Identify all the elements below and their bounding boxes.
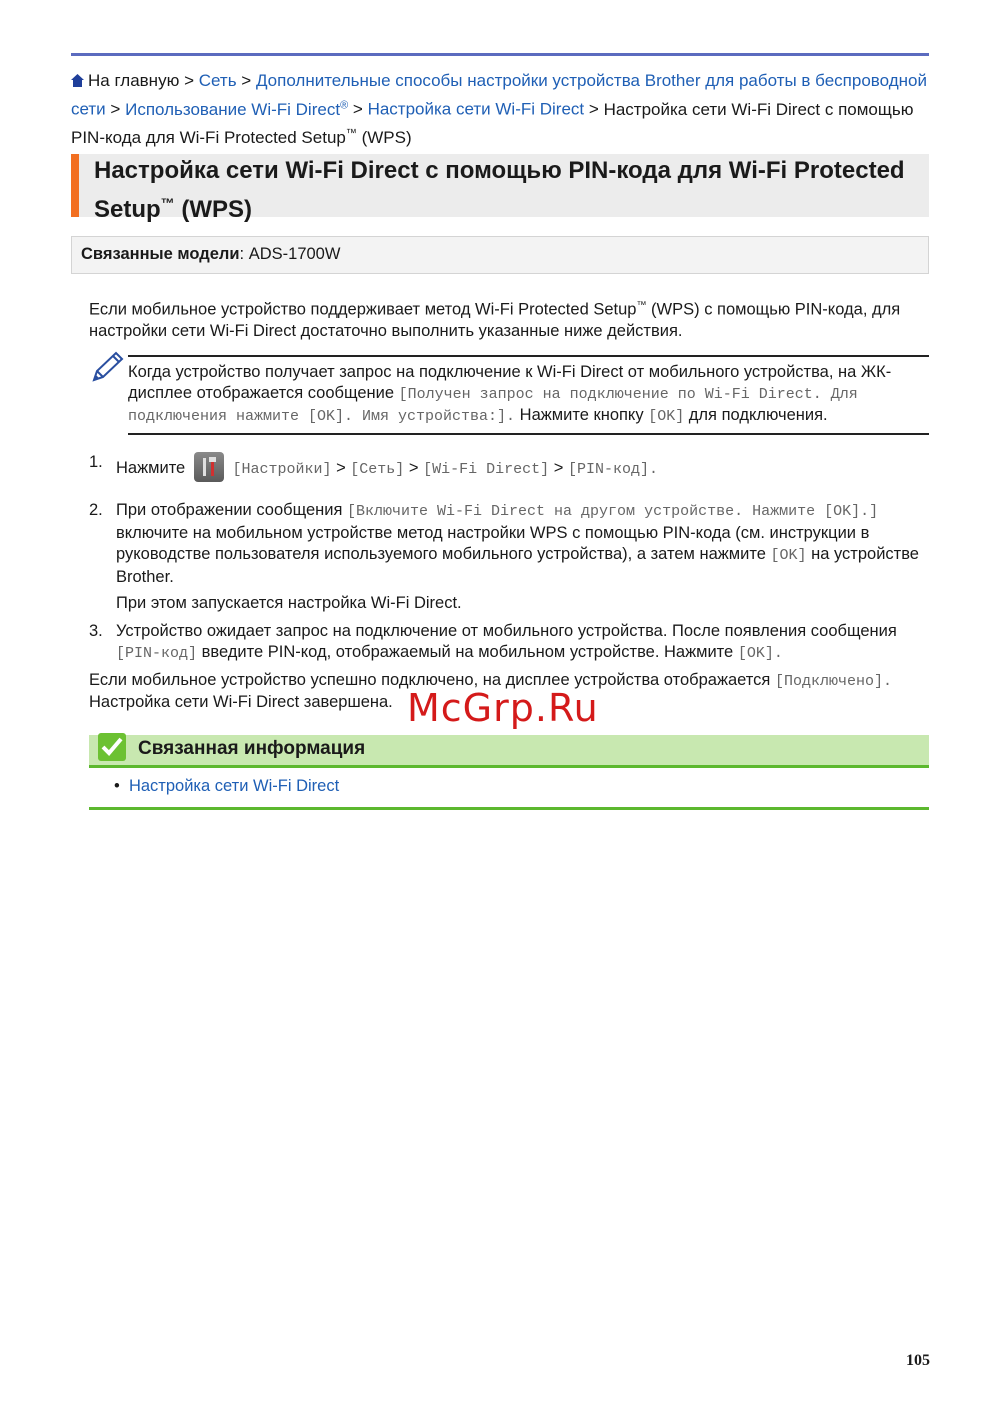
related-info-list: • Настройка сети Wi-Fi Direct	[114, 777, 340, 795]
step-2-extra: При этом запускается настройка Wi-Fi Direct.	[116, 594, 462, 612]
related-link-wifi-direct-setup[interactable]: Настройка сети Wi-Fi Direct	[128, 777, 340, 795]
related-models-value: : ADS-1700W	[239, 245, 341, 263]
checkmark-icon	[98, 733, 126, 761]
settings-tools-icon	[194, 452, 224, 482]
intro-paragraph: Если мобильное устройство поддерживает метод Wi-Fi Protected Setup™ (WPS) с помощью PIN-кода, для настройки сети Wi-Fi Direct достаточно выполнить указанные ниже действия.	[89, 300, 901, 340]
related-models-box	[71, 236, 929, 274]
note-message-code: [Получен запрос на подключение по Wi-Fi Direct. Для подключения нажмите [OK]. Имя устройства:].	[128, 386, 858, 425]
breadcrumb-link-wireless[interactable]: Дополнительные способы настройки устройства Brother для работы в беспроводной сети	[71, 71, 927, 119]
pencil-note-icon	[89, 350, 125, 384]
title-accent-bar	[71, 154, 79, 217]
related-bottom-rule	[89, 807, 929, 810]
breadcrumb-link-network[interactable]: Сеть	[198, 71, 237, 90]
step-1: 1. Нажмите [Настройки] > [Сеть] > [Wi-Fi Direct] > [PIN-код].	[89, 452, 929, 482]
title-box	[71, 154, 929, 223]
breadcrumb-link-wifi-direct-setup[interactable]: Настройка сети Wi-Fi Direct	[367, 99, 585, 119]
related-models-label: Связанные модели	[81, 245, 240, 263]
result-paragraph: Если мобильное устройство успешно подключено, на дисплее устройства отображается [Подключено]. Настройка сети Wi-Fi Direct завершена.	[89, 671, 892, 711]
note-text: Когда устройство получает запрос на подключение к Wi-Fi Direct от мобильного устройства, на ЖК-дисплее отображается сообщение [Получен запрос на подключение по Wi-Fi Direct. Для подключения нажмите [OK]. Имя устройства:]. Нажмите кнопку [OK] для подключения.	[128, 355, 929, 435]
step-3: 3. Устройство ожидает запрос на подключение от мобильного устройства. После появления сообщения [PIN-код] введите PIN-код, отображаемый на мобильном устройстве. Нажмите [OK].	[89, 621, 897, 662]
page-number: 105	[906, 1352, 930, 1369]
breadcrumb-link-wifi-direct[interactable]: Использование Wi-Fi Direct®	[125, 99, 349, 119]
page-title: Настройка сети Wi-Fi Direct с помощью PIN-кода для Wi-Fi Protected Setup™ (WPS)	[94, 157, 905, 223]
top-rule	[71, 53, 929, 56]
related-info-header	[89, 735, 929, 768]
home-icon	[71, 74, 84, 87]
breadcrumb-home: На главную	[88, 71, 180, 90]
breadcrumb: На главную > Сеть > Дополнительные способы настройки устройства Brother для работы в беспроводной сети > Использование Wi-Fi Direct® > Настройка сети Wi-Fi Direct > Настройка сети Wi-Fi Direct с помощью PIN-кода для Wi-Fi Protected Setup™ (WPS)	[71, 71, 927, 148]
steps-list	[89, 452, 929, 665]
note-block	[89, 350, 929, 434]
breadcrumb-current: Настройка сети Wi-Fi Direct с помощью PIN-кода для Wi-Fi Protected Setup™ (WPS)	[71, 99, 914, 148]
watermark: McGrp.Ru	[407, 686, 599, 730]
related-info-title: Связанная информация	[138, 738, 366, 759]
step-2: 2. При отображении сообщения [Включите Wi-Fi Direct на другом устройстве. Нажмите [OK].] включите на мобильном устройстве метод настройки WPS с помощью PIN-кода (см. инструкции в руководстве пользователя используемого мобильного устройства), а затем нажмите [OK] на устройстве Brother. При этом запускается настройка Wi-Fi Direct.	[89, 500, 929, 615]
note-ok-code: [OK]	[648, 408, 685, 425]
